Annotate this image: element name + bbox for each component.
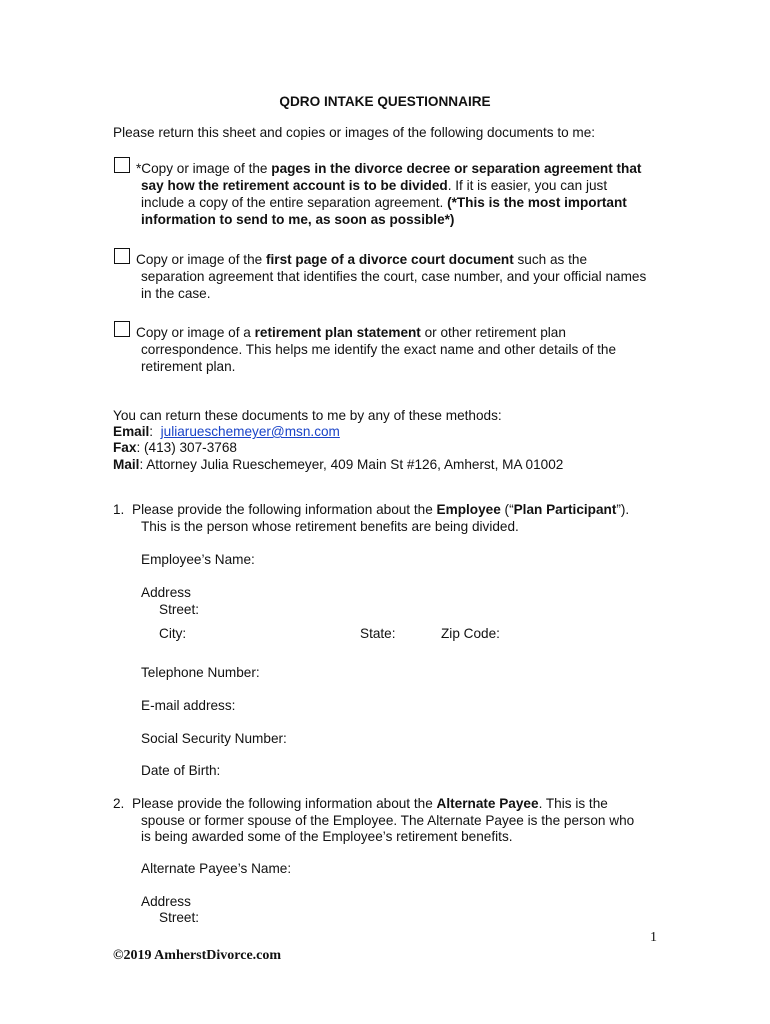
section-2-description-1: spouse or former spouse of the Employee. The Alternate Payee is the person who <box>141 813 635 828</box>
footer-copyright: ©2019 AmherstDivorce.com <box>113 948 282 963</box>
checklist-item-1-bold-4: information to send to me, as soon as possible*) <box>141 212 455 227</box>
section-1-plan-participant-bold: Plan Participant <box>513 502 617 517</box>
section-2-heading-text: Please provide the following information about the <box>132 796 437 811</box>
section-1-heading <box>132 501 629 518</box>
email-line: Email: juliarueschemeyer@msn.com <box>113 424 340 439</box>
mail-label: Mail <box>113 457 140 472</box>
employee-street-field: Street: <box>159 602 200 617</box>
checklist-item-3-bold: retirement plan statement <box>254 325 421 340</box>
employee-address-label: Address <box>141 585 191 600</box>
section-2-heading <box>132 795 608 812</box>
employee-name-field: Employee’s Name: <box>141 552 255 567</box>
checklist-item-2-text-b: such as the <box>513 252 588 267</box>
employee-ssn-field: Social Security Number: <box>141 731 287 746</box>
checkbox-court-document[interactable] <box>114 248 130 264</box>
section-2-number: 2. <box>113 796 125 811</box>
checklist-item-3-text-2: correspondence. This helps me identify the exact name and other details of the <box>141 342 617 357</box>
page-title: QDRO INTAKE QUESTIONNAIRE <box>279 94 491 109</box>
section-2-description-2: is being awarded some of the Employee’s retirement benefits. <box>141 829 513 844</box>
checklist-item-2-text-2: separation agreement that identifies the court, case number, and your official names <box>141 269 647 284</box>
mail-line <box>113 456 563 473</box>
checklist-item-2 <box>136 251 676 302</box>
checklist-item-3 <box>136 324 676 375</box>
section-1-heading-text: Please provide the following information about the <box>132 502 437 517</box>
payee-address-label: Address <box>141 894 191 909</box>
employee-state-field: State: <box>360 626 396 641</box>
checklist-item-1-bold: pages in the divorce decree or separation agreement that <box>271 161 642 176</box>
checklist-item-1-text-3: include a copy of the entire separation agreement. <box>141 195 448 210</box>
employee-zip-field: Zip Code: <box>441 626 500 641</box>
employee-email-field: E-mail address: <box>141 698 236 713</box>
methods-intro: You can return these documents to me by any of these methods: <box>113 408 502 423</box>
checklist-item-1-bold-3: (*This is the most important <box>447 195 627 210</box>
email-link[interactable]: juliarueschemeyer@msn.com <box>160 424 340 439</box>
fax-line <box>113 439 237 456</box>
checklist-item-1-text-2: . If it is easier, you can just <box>447 178 608 193</box>
employee-city-field: City: <box>159 626 187 641</box>
payee-street-field: Street: <box>159 910 200 925</box>
checklist-item-2-bold: first page of a divorce court document <box>265 252 514 267</box>
checkbox-plan-statement[interactable] <box>114 321 130 337</box>
mail-value: : Attorney Julia Rueschemeyer, 409 Main St #126, Amherst, MA 01002 <box>139 457 564 472</box>
checklist-item-1-text: *Copy or image of the <box>136 161 272 176</box>
section-2-heading-tail: . This is the <box>538 796 608 811</box>
section-1-quote-close: ”). <box>616 502 630 517</box>
employee-phone-field: Telephone Number: <box>141 665 260 680</box>
section-1-quote-open: (“ <box>500 502 514 517</box>
checkbox-divorce-decree[interactable] <box>114 157 130 173</box>
checklist-item-1-bold-2: say how the retirement account is to be divided <box>141 178 448 193</box>
fax-value: : (413) 307-3768 <box>136 440 237 455</box>
email-label: Email <box>113 424 150 439</box>
intro-text: Please return this sheet and copies or images of the following documents to me: <box>113 125 596 140</box>
checklist-item-3-text-b: or other retirement plan <box>420 325 566 340</box>
fax-label: Fax <box>113 440 137 455</box>
section-2-alternate-payee-bold: Alternate Payee <box>436 796 539 811</box>
checklist-item-1 <box>136 160 676 228</box>
checklist-item-3-text: Copy or image of a <box>136 325 255 340</box>
page-number: 1 <box>650 930 657 945</box>
checklist-item-3-text-3: retirement plan. <box>141 359 236 374</box>
employee-dob-field: Date of Birth: <box>141 763 221 778</box>
section-1-description: This is the person whose retirement benefits are being divided. <box>141 519 519 534</box>
section-1-number: 1. <box>113 502 125 517</box>
checklist-item-2-text-3: in the case. <box>141 286 211 301</box>
payee-name-field: Alternate Payee’s Name: <box>141 861 292 876</box>
section-1-employee-bold: Employee <box>436 502 501 517</box>
checklist-item-2-text: Copy or image of the <box>136 252 266 267</box>
